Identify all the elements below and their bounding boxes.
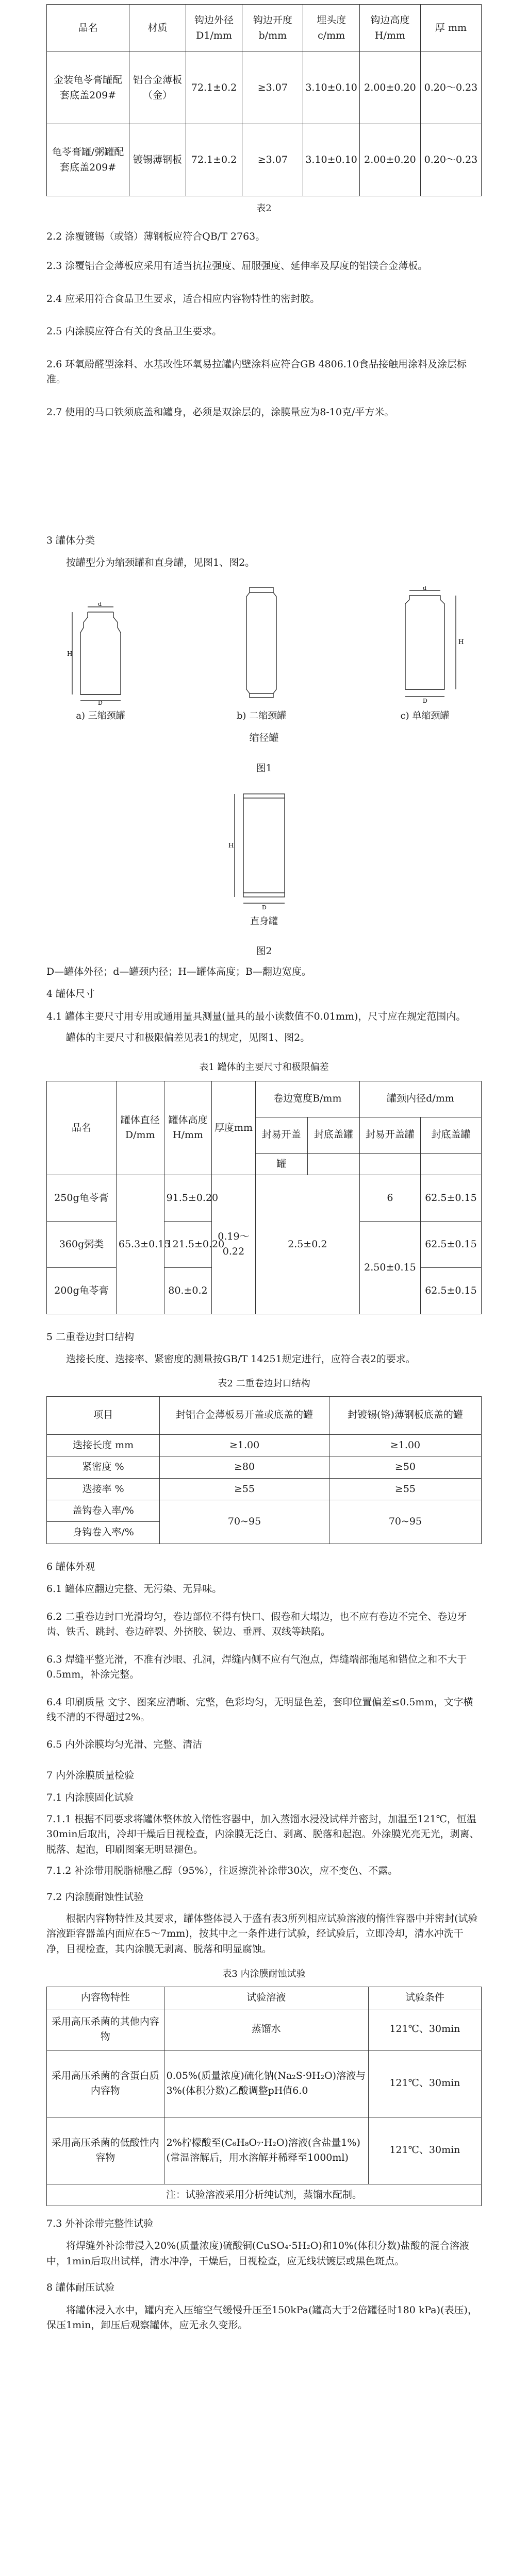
table-cell: 72.1±0.2	[186, 124, 242, 196]
table-caption: 表2	[256, 203, 272, 214]
section-heading: 8 罐体耐压试验	[46, 2282, 115, 2294]
table-double-seam	[46, 1396, 482, 1544]
paragraph: 6.4 印刷质量 文字、图案应清晰、完整，色彩均匀，无明显色差，套印位置偏差≤0.5mm，文字横线不清的不得超过2%。	[46, 1696, 473, 1723]
svg-text:H: H	[228, 841, 234, 849]
table-header: 罐	[255, 1153, 307, 1175]
table-cell: 0.20～0.23	[420, 124, 481, 196]
table-header: 品名	[47, 5, 129, 52]
section-heading: 4 罐体尺寸	[46, 988, 95, 1000]
single-neck-can-drawing	[378, 586, 471, 705]
table-cell: ≥55	[329, 1478, 481, 1500]
figure-2	[46, 787, 482, 929]
table-cell: 62.5±0.15	[420, 1175, 481, 1221]
section-2	[46, 229, 482, 518]
section-8	[46, 2280, 482, 2333]
section-heading: 6 罐体外观	[46, 1561, 95, 1572]
paragraph: 7.1.2 补涂带用脱脂棉醮乙醇（95%），往返擦洗补涂带30次，应不变色、不露。	[46, 1865, 398, 1877]
table-header: 内容物特性	[47, 1987, 164, 2009]
figure-label: c) 单缩颈罐	[400, 710, 450, 721]
table-cell: 3.10±0.10	[303, 124, 360, 196]
figure-legend: D—罐体外径；d—罐颈内径；H—罐体高度；B—翻边宽度。	[46, 965, 311, 977]
table-lid-specs	[46, 4, 482, 196]
svg-text:H: H	[458, 638, 464, 646]
table-header: 卷边宽度B/mm	[255, 1081, 359, 1117]
table-cell: 铝合金薄板（金）	[129, 52, 186, 124]
figure-label: a) 三缩颈罐	[76, 710, 125, 721]
figure-1a	[57, 602, 144, 723]
table-header: 厚 mm	[420, 5, 481, 52]
table-caption: 表2 二重卷边封口结构	[218, 1378, 310, 1389]
table-cell: 3.10±0.10	[303, 52, 360, 124]
table-cell: ≥1.00	[329, 1434, 481, 1456]
three-neck-can-drawing	[57, 602, 144, 705]
table-header: 试验溶液	[164, 1987, 368, 2009]
table-cell: ≥55	[160, 1478, 329, 1500]
table-header: 品名	[47, 1081, 117, 1175]
table-corrosion-test	[46, 1987, 482, 2206]
table-header: 材质	[129, 5, 186, 52]
section-4	[46, 987, 482, 1045]
paragraph: 4.1 罐体主要尺寸用专用或通用量具测量(量具的最小读数值不0.01mm)，尺寸应在规定范围内。	[46, 1010, 466, 1022]
table-cell: 62.5±0.15	[420, 1221, 481, 1267]
table-cell: 龟苓膏罐/粥罐配套底盖209#	[47, 124, 129, 196]
paragraph: 2.6 环氧酚醛型涂料、水基改性环氧易拉罐内壁涂料应符合GB 4806.10食品接触用涂料及涂层标准。	[46, 358, 467, 385]
table-cell: 2%柠檬酸至(C₆H₈O₇·H₂O)溶液(含盐量1%)(常温溶解后，用水溶解并稀释至1000ml)	[164, 2117, 368, 2184]
svg-text:D: D	[262, 904, 267, 910]
table-cell	[307, 1153, 359, 1175]
document-page	[0, 4, 528, 2333]
paragraph: 6.5 内外涂膜均匀光滑、完整、清洁	[46, 1739, 203, 1751]
paragraph: 2.2 涂覆镀锡（或铬）薄钢板应符合QB/T 2763。	[46, 230, 266, 242]
table-cell: 2.00±0.20	[359, 124, 420, 196]
straight-can-drawing	[220, 787, 308, 910]
section-heading: 7 内外涂膜质量检验	[46, 1769, 135, 1781]
paragraph: 罐体的主要尺寸和极限偏差见表1的规定，见图1、图2。	[66, 1032, 310, 1044]
table-cell: 70~95	[160, 1500, 329, 1544]
table-cell: 360g粥类	[47, 1221, 117, 1267]
section-7	[46, 1768, 482, 1957]
table-cell: 121℃、30min	[368, 2117, 481, 2184]
paragraph: 2.3 涂覆铝合金薄板应采用有适当抗拉强度、屈服强度、延伸率及厚度的铝镁合金薄板。	[46, 260, 428, 272]
paragraph: 6.2 二重卷边封口光滑均匀，卷边部位不得有快口、假卷和大塌边，也不应有卷边不完全、卷边牙齿、铁舌、跳封、卷边碎裂、外挤胶、锐边、垂唇、双线等缺陷。	[46, 1611, 467, 1638]
table-cell: 80.±0.2	[164, 1267, 212, 1314]
table-cell	[359, 1153, 420, 1175]
table-header: 罐颈内径d/mm	[359, 1081, 481, 1117]
section-5	[46, 1330, 482, 1367]
table-header: 钩边高度 H/mm	[359, 5, 420, 52]
paragraph: 迭接长度、迭接率、紧密度的测量按GB/T 14251规定进行，应符合表2的要求。	[66, 1353, 416, 1365]
table-cell: 6	[359, 1175, 420, 1221]
table-cell: 0.20～0.23	[420, 52, 481, 124]
svg-text:d: d	[423, 586, 427, 591]
table-caption: 表3 内涂膜耐蚀试验	[222, 1969, 306, 1980]
paragraph: 2.4 应采用符合食品卫生要求，适合相应内容物特性的密封胶。	[46, 293, 320, 304]
svg-text:D: D	[423, 697, 427, 704]
paragraph: 6.3 焊缝平整光滑，不准有沙眼、孔洞，焊缝内侧不应有气泡点，焊缝端部拖尾和错位之和不大于0.5mm，补涂完整。	[46, 1653, 467, 1681]
table-cell: 72.1±0.2	[186, 52, 242, 124]
table-cell: ≥50	[329, 1456, 481, 1478]
section-heading: 5 二重卷边封口结构	[46, 1331, 135, 1343]
table-cell: 2.50±0.15	[359, 1221, 420, 1314]
table-cell: 迭接长度 mm	[47, 1434, 160, 1456]
table-cell: 250g龟苓膏	[47, 1175, 117, 1221]
figure-1c	[378, 586, 471, 723]
table-cell: 身钩卷入率/%	[47, 1522, 160, 1544]
figure-subtitle: 缩径罐	[249, 732, 279, 743]
figure-label: 直身罐	[250, 916, 278, 927]
paragraph: 2.7 使用的马口铁须底盖和罐身，必须是双涂层的，涂膜量应为8-10克/平方米。	[46, 406, 394, 418]
table-cell: 采用高压杀菌的其他内容物	[47, 2009, 164, 2050]
figure-1	[46, 581, 482, 723]
paragraph: 6.1 罐体应翻边完整、无污染、无异味。	[46, 1583, 222, 1595]
table-header: 罐体高度H/mm	[164, 1081, 212, 1175]
table-cell: 迭接率 %	[47, 1478, 160, 1500]
table-header: 厚度mm	[212, 1081, 255, 1175]
section-heading: 3 罐体分类	[46, 534, 95, 546]
table-header: 封易开盖罐	[359, 1117, 420, 1153]
paragraph: 将焊缝外补涂带浸入20%(质量浓度)硫酸铜(CuSO₄·5H₂O)和10%(体积分数)盐酸的混合溶液中，1min后取出试样，清水冲净，干燥后，目视检查，应无线状镀层或黑色斑点。	[46, 2240, 469, 2267]
table-cell: 200g龟苓膏	[47, 1267, 117, 1314]
table-cell: 91.5±0.20	[164, 1175, 212, 1221]
svg-text:D: D	[98, 699, 103, 705]
table-cell: 2.00±0.20	[359, 52, 420, 124]
table-cell: 镀锡薄钢板	[129, 124, 186, 196]
table-header: 项目	[47, 1396, 160, 1434]
figure-caption: 图2	[256, 945, 272, 957]
table-header: 试验条件	[368, 1987, 481, 2009]
table-header: 封易开盖	[255, 1117, 307, 1153]
figure-1b	[223, 581, 300, 723]
table-cell: 金装龟苓膏罐配套底盖209#	[47, 52, 129, 124]
table-cell: 65.3±0.15	[116, 1175, 164, 1314]
table-can-dimensions	[46, 1081, 482, 1314]
table-cell: 121℃、30min	[368, 2009, 481, 2050]
table-cell: 121.5±0.20	[164, 1221, 212, 1267]
table-cell: 0.05%(质量浓度)硫化钠(Na₂S·9H₂O)溶液与3%(体积分数)乙酸调整pH值6.0	[164, 2050, 368, 2117]
table-cell: ≥3.07	[242, 52, 303, 124]
section-7-3	[46, 2216, 482, 2269]
table-cell: 62.5±0.15	[420, 1267, 481, 1314]
paragraph: 按罐型分为缩颈罐和直身罐，见图1、图2。	[66, 557, 255, 569]
section-3	[46, 533, 482, 979]
paragraph: 7.1.1 根据不同要求将罐体整体放入惰性容器中，加入蒸馏水浸没试样并密封，加温至121℃，恒温30min后取出，冷却干燥后目视检查，内涂膜无泛白、剥离、脱落和起泡。外涂膜光亮无光，剥离、脱落、起泡，印刷图案无明显褪色。	[46, 1813, 480, 1855]
table-cell: 2.5±0.2	[255, 1175, 359, 1314]
table-cell: ≥80	[160, 1456, 329, 1478]
figure-caption: 图1	[256, 762, 272, 774]
paragraph: 根据内容物特性及其要求，罐体整体浸入于盛有表3所列相应试验溶液的惰性容器中并密封(试验溶液距容器盖内面应在5～7mm)，按其中之一条件进行试验，经试验后，立即冷却，清水冲洗干净，目视检查，其内涂膜无剥离、脱落和明显腐蚀。	[46, 1912, 478, 1955]
table-cell: 121℃、30min	[368, 2050, 481, 2117]
section-heading: 7.3 外补涂带完整性试验	[46, 2217, 154, 2229]
table-cell: ≥3.07	[242, 124, 303, 196]
two-neck-can-drawing	[223, 581, 300, 705]
table-note: 注：试验溶液采用分析纯试剂，蒸馏水配制。	[47, 2184, 482, 2206]
table-cell: ≥1.00	[160, 1434, 329, 1456]
table-cell: 蒸馏水	[164, 2009, 368, 2050]
section-6	[46, 1560, 482, 1753]
table-cell: 采用高压杀菌的含蛋白质内容物	[47, 2050, 164, 2117]
svg-text:H: H	[67, 650, 73, 657]
subsection-heading: 7.1 内涂膜固化试验	[46, 1792, 134, 1804]
subsection-heading: 7.2 内涂膜耐蚀性试验	[46, 1891, 144, 1903]
table-cell: 采用高压杀菌的低酸性内容物	[47, 2117, 164, 2184]
figure-label: b) 二缩颈罐	[236, 710, 287, 721]
table-cell: 70~95	[329, 1500, 481, 1544]
paragraph: 将罐体浸入水中，罐内充入压缩空气缓慢升压至150kPa(罐高大于2倍罐径时180 kPa)(表压)，保压1min，卸压后观察罐体，应无永久变形。	[46, 2304, 477, 2331]
table-header: 封底盖罐	[420, 1117, 481, 1153]
table-header: 罐体直径D/mm	[116, 1081, 164, 1175]
table-header: 埋头度 c/mm	[303, 5, 360, 52]
table-caption: 表1 罐体的主要尺寸和极限偏差	[199, 1061, 329, 1073]
table-header: 钩边外径D1/mm	[186, 5, 242, 52]
table-header: 封镀锡(铬)薄钢板底盖的罐	[329, 1396, 481, 1434]
table-cell: 0.19～0.22	[212, 1175, 255, 1314]
table-header: 封底盖罐	[307, 1117, 359, 1153]
table-cell	[420, 1153, 481, 1175]
table-cell: 盖钩卷入率/%	[47, 1500, 160, 1522]
svg-text:d: d	[98, 601, 102, 607]
table-header: 封铝合金薄板易开盖或底盖的罐	[160, 1396, 329, 1434]
table-header: 钩边开度 b/mm	[242, 5, 303, 52]
table-cell: 紧密度 %	[47, 1456, 160, 1478]
paragraph: 2.5 内涂膜应符合有关的食品卫生要求。	[46, 326, 222, 337]
